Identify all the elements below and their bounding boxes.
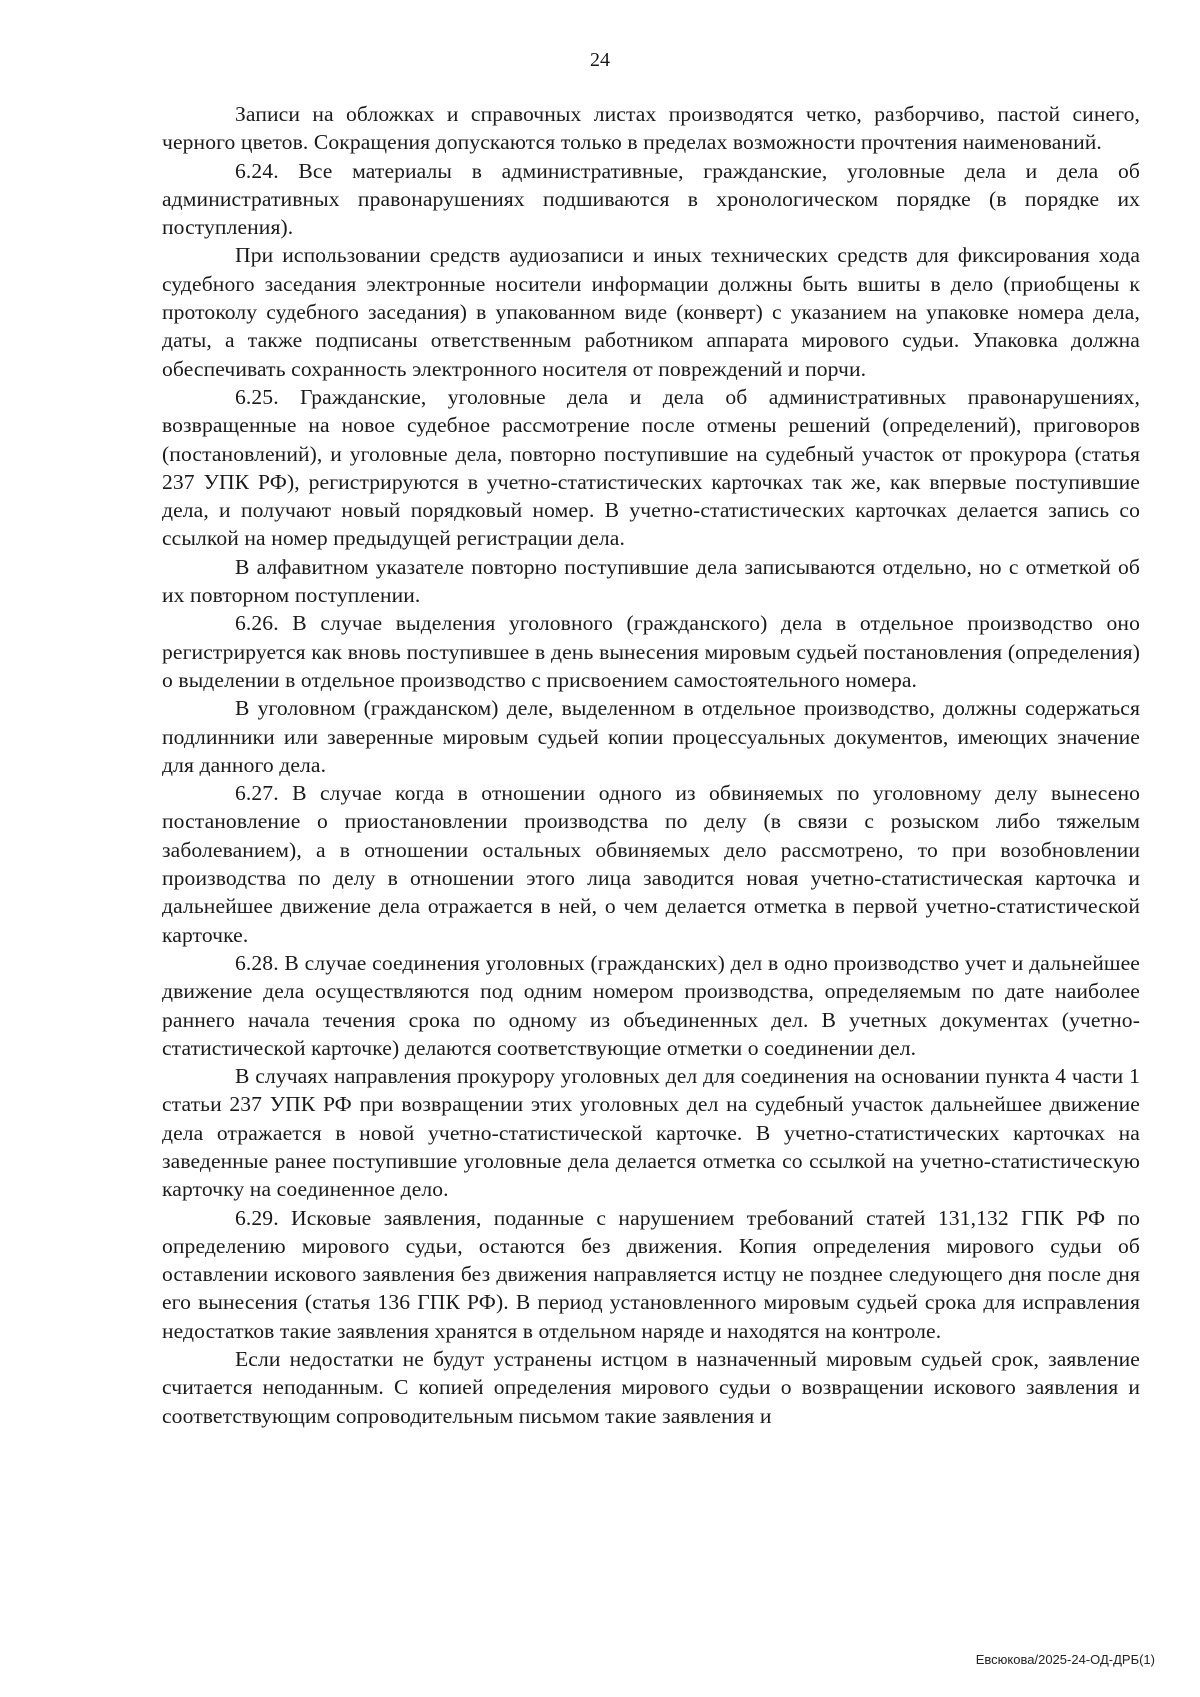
paragraph: 6.29. Исковые заявления, поданные с нарушением требований статей 131,132 ГПК РФ по определению мирового судьи, остаются без движения. Копия определения мирового судьи об оставлении искового заявления без движения направляется истцу не позднее следующего дня после дня его вынесения (статья 136 ГПК РФ). В период установленного мировым судьей срока для исправления недостатков такие заявления хранятся в отдельном наряде и находятся на контроле. xyxy=(162,1205,1140,1343)
paragraph: 6.25. Гражданские, уголовные дела и дела об административных правонарушениях, возвращенные на новое судебное рассмотрение после отмены решений (определений), приговоров (постановлений), и уголовные дела, повторно поступившие на судебный участок от прокурора (статья 237 УПК РФ), регистрируются в учетно-статистических карточках так же, как впервые поступившие дела, и получают новый порядковый номер. В учетно-статистических карточках делается запись со ссылкой на номер предыдущей регистрации дела. xyxy=(162,384,1140,551)
paragraph: 6.24. Все материалы в административные, гражданские, уголовные дела и дела об административных правонарушениях подшиваются в хронологическом порядке (в порядке их поступления). xyxy=(162,158,1140,240)
paragraph: В случаях направления прокурору уголовных дел для соединения на основании пункта 4 части 1 статьи 237 УПК РФ при возвращении этих уголовных дел на судебный участок дальнейшее движение дела отражается в новой учетно-статистической карточке. В учетно-статистических карточках на заведенные ранее поступившие уголовные дела делается отметка со ссылкой на учетно-статистическую карточку на соединенное дело. xyxy=(162,1064,1140,1202)
paragraph: В алфавитном указателе повторно поступившие дела записываются отдельно, но с отметкой об их повторном поступлении. xyxy=(162,554,1140,608)
paragraph: Если недостатки не будут устранены истцом в назначенный мировым судьей срок, заявление считается неподанным. С копией определения мирового судьи о возвращении искового заявления и соответствующим сопроводительным письмом такие заявления и xyxy=(162,1347,1140,1428)
paragraph: При использовании средств аудиозаписи и иных технических средств для фиксирования хода судебного заседания электронные носители информации должны быть вшиты в дело (приобщены к протоколу судебного заседания) в упакованном виде (конверт) с указанием на упаковке номера дела, даты, а также подписаны ответственным работником аппарата мирового судьи. Упаковка должна обеспечивать сохранность электронного носителя от повреждений и порчи. xyxy=(162,243,1140,381)
document-body xyxy=(162,100,1140,1430)
paragraph: В уголовном (гражданском) деле, выделенном в отдельное производство, должны содержаться подлинники или заверенные мировым судьей копии процессуальных документов, имеющих значение для данного дела. xyxy=(162,696,1140,777)
document-footer-code: Евсюкова/2025-24-ОД-ДРБ(1) xyxy=(975,1652,1155,1667)
paragraph: 6.27. В случае когда в отношении одного из обвиняемых по уголовному делу вынесено постановление о приостановлении производства по делу (в связи с розыском либо тяжелым заболеванием), а в отношении остальных обвиняемых дело рассмотрено, то при возобновлении производства по делу в отношении этого лица заводится новая учетно-статистическая карточка и дальнейшее движение дела отражается в ней, о чем делается отметка в первой учетно-статистической карточке. xyxy=(162,781,1140,947)
paragraph: 6.28. В случае соединения уголовных (гражданских) дел в одно производство учет и дальнейшее движение дела осуществляются под одним номером производства, определяемым по дате наиболее раннего начала течения срока по одному из объединенных дел. В учетных документах (учетно-статистической карточке) делаются соответствующие отметки о соединении дел. xyxy=(162,950,1140,1060)
paragraph: 6.26. В случае выделения уголовного (гражданского) дела в отдельное производство оно регистрируется как вновь поступившее в день вынесения мировым судьей постановления (определения) о выделении в отдельное производство с присвоением самостоятельного номера. xyxy=(162,611,1140,692)
paragraph: Записи на обложках и справочных листах производятся четко, разборчиво, пастой синего, черного цветов. Сокращения допускаются только в пределах возможности прочтения наименований. xyxy=(162,102,1140,155)
page-number: 24 xyxy=(590,49,610,71)
